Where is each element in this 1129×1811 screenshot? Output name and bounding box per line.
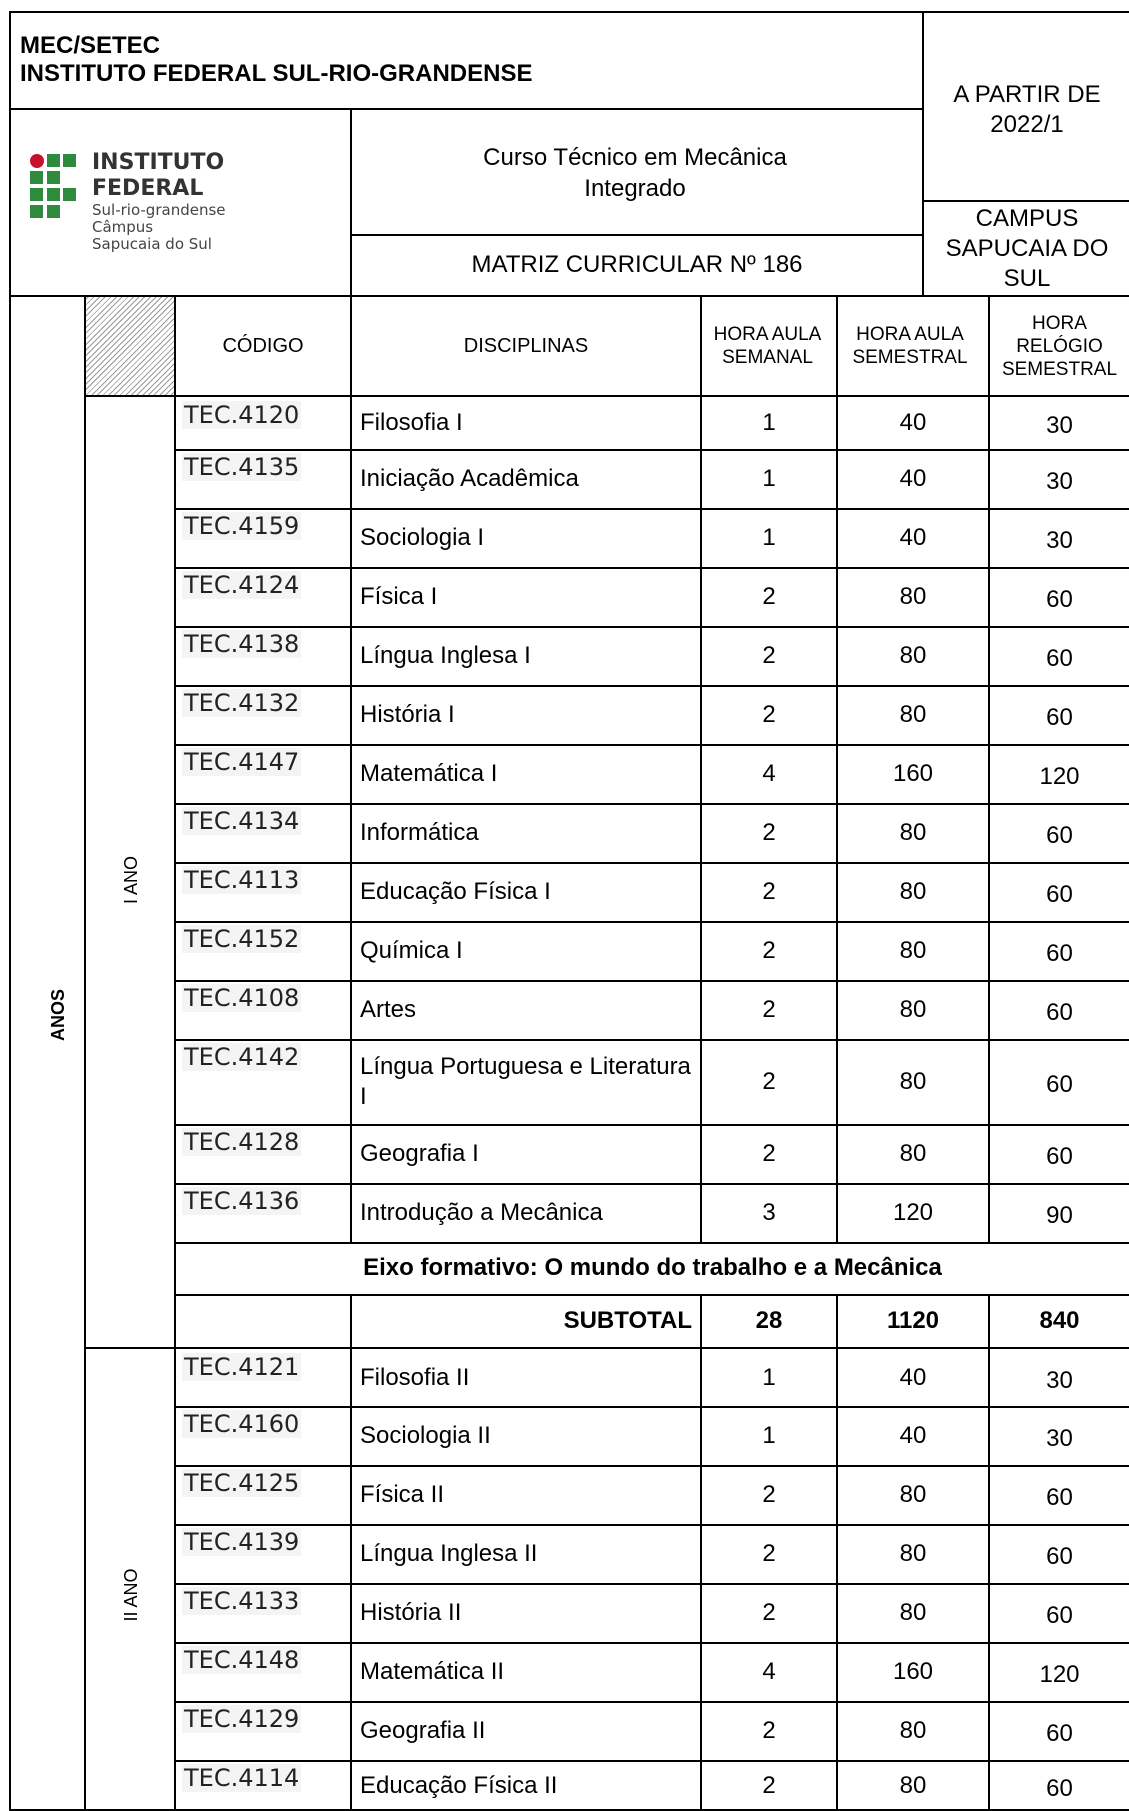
weekly-hours: 2: [762, 818, 776, 846]
course-code-cell: [182, 1528, 301, 1556]
semester-hours: 40: [899, 464, 927, 492]
semester-hours: 80: [899, 995, 927, 1023]
clock-hours: 60: [1046, 1142, 1073, 1170]
column-divider: [174, 297, 176, 1811]
clock-hours: 30: [1046, 1366, 1073, 1394]
semester-hours: 40: [899, 523, 927, 551]
logo-line-2: Câmpus: [92, 218, 154, 236]
course-code: TEC.4159: [184, 512, 300, 540]
course-code: TEC.4136: [184, 1187, 300, 1215]
column-divider: [350, 1294, 352, 1811]
column-header-semester: HORA AULA SEMESTRAL: [852, 324, 968, 368]
clock-hours: 60: [1046, 585, 1073, 613]
logo-line-3: Sapucaia do Sul: [92, 235, 212, 253]
semester-hours: 80: [899, 936, 927, 964]
row-divider: [176, 1642, 1129, 1644]
semester-hours: 80: [899, 818, 927, 846]
course-code: TEC.4129: [184, 1705, 300, 1733]
column-divider: [988, 297, 990, 1242]
semester-hours: 80: [899, 1139, 927, 1167]
discipline-name: Língua Inglesa II: [360, 1539, 538, 1567]
hatched-cell: [86, 297, 176, 395]
subtotal-label: SUBTOTAL: [563, 1307, 692, 1334]
column-divider: [836, 297, 838, 1242]
row-divider: [176, 1583, 1129, 1585]
row-divider: [176, 1039, 1129, 1041]
weekly-hours: 2: [762, 936, 776, 964]
clock-hours: 60: [1046, 1719, 1073, 1747]
course-code: TEC.4160: [184, 1410, 300, 1438]
weekly-hours: 2: [762, 1716, 776, 1744]
institution-logo: [30, 150, 330, 253]
course-code-cell: [182, 1187, 301, 1215]
semester-hours: 120: [892, 1198, 934, 1226]
weekly-hours: 2: [762, 1771, 776, 1799]
clock-hours: 120: [1039, 1660, 1080, 1688]
course-code: TEC.4135: [184, 453, 300, 481]
course-code: TEC.4124: [184, 571, 300, 599]
row-divider: [176, 685, 1129, 687]
semester-hours: 80: [899, 1067, 927, 1095]
row-divider: [176, 1701, 1129, 1703]
column-divider: [988, 1294, 990, 1811]
semester-hours: 40: [899, 1363, 927, 1391]
semester-hours: 80: [899, 582, 927, 610]
clock-hours: 30: [1046, 526, 1073, 554]
course-code-cell: [182, 1353, 301, 1381]
course-title: Curso Técnico em Mecânica Integrado: [483, 144, 787, 202]
weekly-hours: 1: [762, 409, 776, 436]
column-divider: [350, 297, 352, 1242]
column-header-weekly: HORA AULA SEMANAL: [713, 324, 822, 368]
weekly-hours: 1: [762, 1363, 776, 1391]
course-code: TEC.4114: [184, 1764, 300, 1792]
course-code: TEC.4133: [184, 1587, 300, 1615]
clock-hours: 60: [1046, 1542, 1073, 1570]
discipline-name: Educação Física II: [360, 1771, 558, 1799]
subtotal-semester: 1120: [886, 1307, 940, 1334]
discipline-name: Filosofia II: [360, 1363, 470, 1391]
discipline-name: Educação Física I: [360, 877, 551, 905]
semester-hours: 40: [899, 409, 927, 436]
org-header: [20, 32, 532, 88]
course-code: TEC.4113: [184, 866, 300, 894]
row-divider: [176, 744, 1129, 746]
row-divider: [176, 921, 1129, 923]
clock-hours: 60: [1046, 644, 1073, 672]
row-divider: [176, 803, 1129, 805]
weekly-hours: 4: [762, 1657, 776, 1685]
org-line-2: INSTITUTO FEDERAL SUL-RIO-GRANDENSE: [20, 60, 533, 87]
weekly-hours: 2: [762, 700, 776, 728]
discipline-name: Sociologia II: [360, 1421, 491, 1449]
weekly-hours: 2: [762, 877, 776, 905]
course-code-cell: [182, 630, 301, 658]
discipline-name: História I: [360, 700, 455, 728]
course-code-cell: [182, 571, 301, 599]
semester-hours: 160: [892, 1657, 934, 1685]
course-code-cell: [182, 453, 301, 481]
row-divider: [176, 1242, 1129, 1244]
discipline-name: Física I: [360, 582, 438, 610]
course-code-cell: [182, 1469, 301, 1497]
clock-hours: 120: [1039, 762, 1080, 790]
weekly-hours: 2: [762, 1598, 776, 1626]
semester-hours: 80: [899, 1480, 927, 1508]
course-code-cell: [182, 1764, 301, 1792]
clock-hours: 60: [1046, 880, 1073, 908]
course-code-cell: [182, 925, 301, 953]
course-code-cell: [182, 866, 301, 894]
clock-hours: 30: [1046, 412, 1073, 439]
column-divider: [700, 1294, 702, 1811]
logo-title: INSTITUTO FEDERAL: [92, 150, 225, 201]
row-divider: [176, 1760, 1129, 1762]
clock-hours: 60: [1046, 1601, 1073, 1629]
row-divider: [176, 1406, 1129, 1408]
course-code-cell: [182, 807, 301, 835]
clock-hours: 30: [1046, 467, 1073, 495]
course-code-cell: [182, 1587, 301, 1615]
logo-line-1: Sul-rio-grandense: [92, 201, 226, 219]
row-divider: [176, 1124, 1129, 1126]
course-code: TEC.4120: [184, 401, 300, 429]
subtotal-weekly: 28: [755, 1307, 783, 1334]
matrix-number: MATRIZ CURRICULAR Nº 186: [471, 251, 803, 278]
discipline-name: Língua Portuguesa e Literatura I: [360, 1052, 691, 1110]
course-code-cell: [182, 689, 301, 717]
semester-hours: 80: [899, 700, 927, 728]
weekly-hours: 3: [762, 1198, 776, 1226]
column-divider: [836, 1294, 838, 1811]
row-divider: [176, 567, 1129, 569]
course-code: TEC.4138: [184, 630, 300, 658]
campus-name: CAMPUS SAPUCAIA DO SUL: [945, 205, 1109, 292]
discipline-name: Língua Inglesa I: [360, 641, 531, 669]
row-divider: [176, 1183, 1129, 1185]
discipline-name: História II: [360, 1598, 462, 1626]
course-code: TEC.4142: [184, 1043, 300, 1071]
course-code: TEC.4125: [184, 1469, 300, 1497]
row-divider: [176, 508, 1129, 510]
course-code: TEC.4147: [184, 748, 300, 776]
institution-logo-icon: [30, 154, 86, 226]
column-header-clock: HORA RELÓGIO SEMESTRAL: [1001, 312, 1118, 380]
org-line-1: MEC/SETEC: [20, 32, 161, 59]
column-divider: [700, 297, 702, 1242]
course-code: TEC.4108: [184, 984, 300, 1012]
row-divider: [176, 1294, 1129, 1296]
course-code-cell: [182, 984, 301, 1012]
clock-hours: 60: [1046, 998, 1073, 1026]
discipline-name: Geografia II: [360, 1716, 486, 1744]
weekly-hours: 4: [762, 759, 776, 787]
weekly-hours: 1: [762, 464, 776, 492]
semester-hours: 80: [899, 1771, 927, 1799]
clock-hours: 30: [1046, 1424, 1073, 1452]
clock-hours: 90: [1046, 1201, 1073, 1229]
row-divider: [176, 626, 1129, 628]
column-header-discipline: DISCIPLINAS: [463, 334, 589, 357]
weekly-hours: 1: [762, 1421, 776, 1449]
discipline-name: Matemática I: [360, 759, 498, 787]
valid-from: A PARTIR DE 2022/1: [953, 81, 1101, 138]
semester-hours: 40: [899, 1421, 927, 1449]
discipline-name: Física II: [360, 1480, 445, 1508]
course-code-cell: [182, 1646, 301, 1674]
subtotal-clock: 840: [1039, 1307, 1080, 1334]
semester-hours: 80: [899, 1716, 927, 1744]
course-code: TEC.4128: [184, 1128, 300, 1156]
course-code-cell: [182, 1128, 301, 1156]
row-divider: [86, 1347, 1129, 1349]
weekly-hours: 2: [762, 995, 776, 1023]
discipline-name: Sociologia I: [360, 523, 485, 551]
semester-hours: 160: [892, 759, 934, 787]
year-2-label: II ANO: [120, 1568, 141, 1622]
weekly-hours: 1: [762, 523, 776, 551]
row-divider: [176, 1524, 1129, 1526]
weekly-hours: 2: [762, 1480, 776, 1508]
weekly-hours: 2: [762, 1539, 776, 1567]
semester-hours: 80: [899, 877, 927, 905]
course-code-cell: [182, 512, 301, 540]
row-divider: [176, 980, 1129, 982]
row-divider: [86, 395, 1129, 397]
discipline-name: Filosofia I: [360, 409, 463, 436]
discipline-name: Iniciação Acadêmica: [360, 464, 579, 492]
clock-hours: 60: [1046, 1070, 1073, 1098]
formative-axis: Eixo formativo: O mundo do trabalho e a Mecânica: [363, 1254, 942, 1281]
semester-hours: 80: [899, 1598, 927, 1626]
discipline-name: Introdução a Mecânica: [360, 1198, 603, 1226]
clock-hours: 60: [1046, 1483, 1073, 1511]
course-code: TEC.4139: [184, 1528, 300, 1556]
clock-hours: 60: [1046, 939, 1073, 967]
course-code: TEC.4148: [184, 1646, 300, 1674]
row-divider: [176, 862, 1129, 864]
side-label-years: ANOS: [47, 989, 68, 1042]
course-code-cell: [182, 1043, 301, 1071]
discipline-name: Informática: [360, 818, 479, 846]
row-divider: [176, 1465, 1129, 1467]
course-code: TEC.4132: [184, 689, 300, 717]
clock-hours: 60: [1046, 821, 1073, 849]
course-code: TEC.4152: [184, 925, 300, 953]
discipline-name: Química I: [360, 936, 463, 964]
clock-hours: 60: [1046, 1774, 1073, 1802]
semester-hours: 80: [899, 641, 927, 669]
weekly-hours: 2: [762, 582, 776, 610]
weekly-hours: 2: [762, 641, 776, 669]
column-header-code: CÓDIGO: [222, 334, 304, 357]
discipline-name: Artes: [360, 995, 417, 1023]
weekly-hours: 2: [762, 1067, 776, 1095]
discipline-name: Geografia I: [360, 1139, 479, 1167]
course-code-cell: [182, 1410, 301, 1438]
clock-hours: 60: [1046, 703, 1073, 731]
year-1-label: I ANO: [120, 856, 141, 905]
semester-hours: 80: [899, 1539, 927, 1567]
course-code: TEC.4134: [184, 807, 300, 835]
course-code-cell: [182, 1705, 301, 1733]
course-code-cell: [182, 401, 301, 429]
row-divider: [176, 449, 1129, 451]
discipline-name: Matemática II: [360, 1657, 505, 1685]
course-code-cell: [182, 748, 301, 776]
weekly-hours: 2: [762, 1139, 776, 1167]
column-divider: [84, 297, 86, 1811]
course-code: TEC.4121: [184, 1353, 300, 1381]
